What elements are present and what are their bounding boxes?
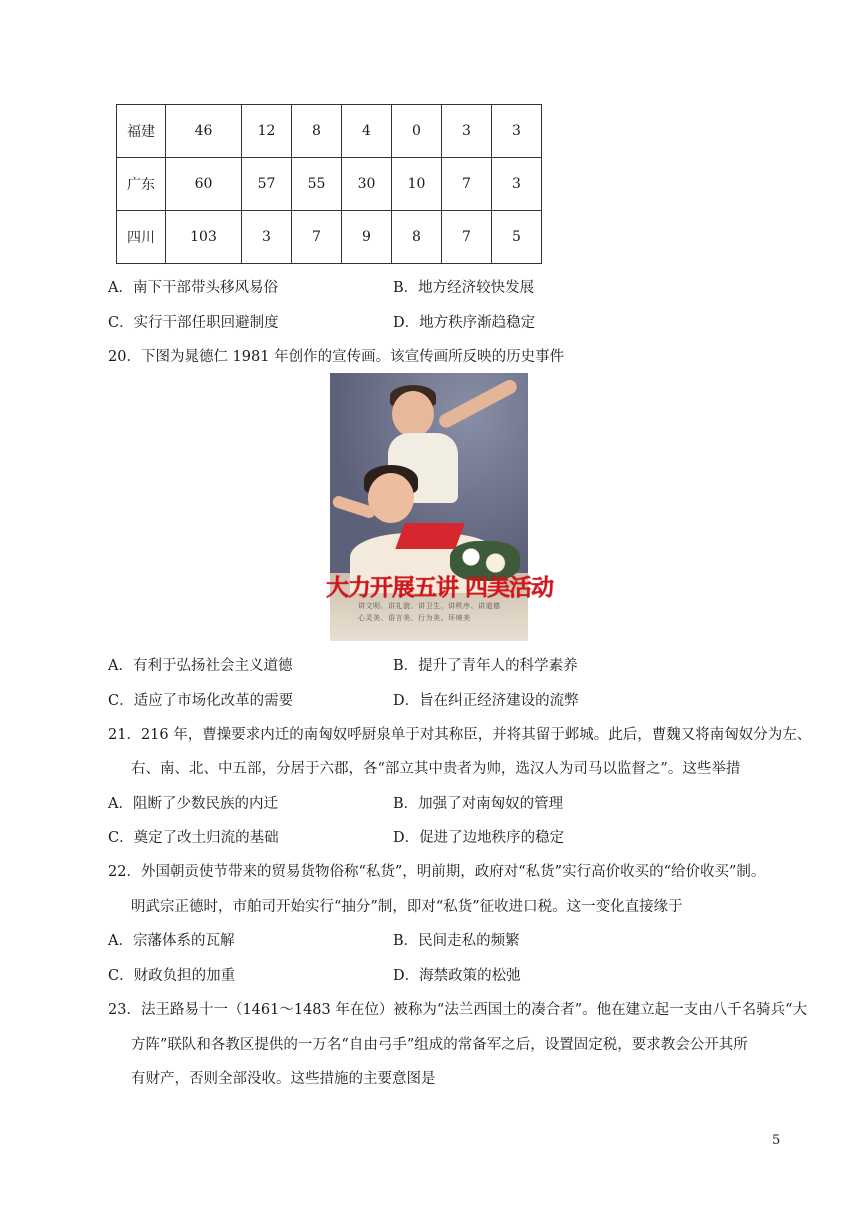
table-cell: 12 [242,105,292,158]
table-cell: 0 [392,105,442,158]
table-cell: 9 [342,211,392,264]
q22-stem-line-1: 22．外国朝贡使节带来的贸易货物俗称“私货”，明前期，政府对“私货”实行高价收买的“给价收买”制。 [108,864,766,880]
table-cell: 10 [392,158,442,211]
table-cell: 4 [342,105,392,158]
table-cell-province: 福建 [117,105,166,158]
table-cell: 5 [492,211,542,264]
q21-option-d: D．促进了边地秩序的稳定 [393,830,565,846]
q22-option-d: D．海禁政策的松弛 [393,968,521,984]
table-row [117,158,542,211]
table-cell: 46 [166,105,242,158]
table-cell: 30 [342,158,392,211]
q21-option-a: A．阻断了少数民族的内迁 [108,796,278,812]
table-cell: 3 [442,105,492,158]
q21-option-c: C．奠定了改土归流的基础 [108,830,279,846]
q19-option-d: D．地方秩序渐趋稳定 [393,315,536,331]
page-number: 5 [772,1133,781,1148]
table-cell: 57 [242,158,292,211]
q23-stem-line-2: 方阵”联队和各教区提供的一万名“自由弓手”组成的常备军之后，设置固定税，要求教会公开其所 [131,1037,748,1053]
q19-option-c: C．实行干部任职回避制度 [108,315,279,331]
q19-option-b: B．地方经济较快发展 [393,280,535,296]
q20-option-c: C．适应了市场化改革的需要 [108,693,294,709]
q21-option-b: B．加强了对南匈奴的管理 [393,796,564,812]
propaganda-poster-image [326,373,554,641]
table-cell: 7 [442,158,492,211]
q23-stem-line-3: 有财产，否则全部没收。这些措施的主要意图是 [131,1071,436,1087]
poster-subtext-1: 讲文明、讲礼貌、讲卫生、讲秩序、讲道德 [358,602,501,610]
table-cell: 3 [242,211,292,264]
q22-option-c: C．财政负担的加重 [108,968,236,984]
table-cell: 8 [292,105,342,158]
table-cell-province: 四川 [117,211,166,264]
table-cell: 8 [392,211,442,264]
q23-stem-line-1: 23．法王路易十一（1461～1483 年在位）被称为“法兰西国土的凑合者”。他在建立起一支由八千名骑兵“大 [108,1002,808,1018]
q20-stem: 20．下图为晁德仁 1981 年创作的宣传画。该宣传画所反映的历史事件 [108,349,565,365]
table-cell: 3 [492,105,542,158]
q20-option-b: B．提升了青年人的科学素养 [393,658,578,674]
poster-banner-text: 大力开展五讲 四美活动 [326,575,554,601]
q20-option-a: A．有利于弘扬社会主义道德 [108,658,293,674]
statistics-table [116,104,542,264]
q21-stem-line-1: 21．216 年，曹操要求内迁的南匈奴呼厨泉单于对其称臣，并将其留于邺城。此后，曹魏又将南匈奴分为左、 [108,727,812,743]
q20-option-d: D．旨在纠正经济建设的流弊 [393,693,579,709]
table-cell-province: 广东 [117,158,166,211]
table-cell: 3 [492,158,542,211]
q19-option-a: A．南下干部带头移风易俗 [108,280,278,296]
table-cell: 7 [292,211,342,264]
q22-option-b: B．民间走私的频繁 [393,933,520,949]
table-cell: 7 [442,211,492,264]
table-cell: 55 [292,158,342,211]
table-cell: 60 [166,158,242,211]
poster-subtext-2: 心灵美、语言美、行为美、环境美 [358,614,471,622]
table-cell: 103 [166,211,242,264]
q21-stem-line-2: 右、南、北、中五部，分居于六郡，各“部立其中贵者为帅，选汉人为司马以监督之”。这些举措 [131,761,741,777]
table-row [117,211,542,264]
q22-stem-line-2: 明武宗正德时，市舶司开始实行“抽分”制，即对“私货”征收进口税。这一变化直接缘于 [131,899,683,915]
q22-option-a: A．宗藩体系的瓦解 [108,933,235,949]
table-row [117,105,542,158]
